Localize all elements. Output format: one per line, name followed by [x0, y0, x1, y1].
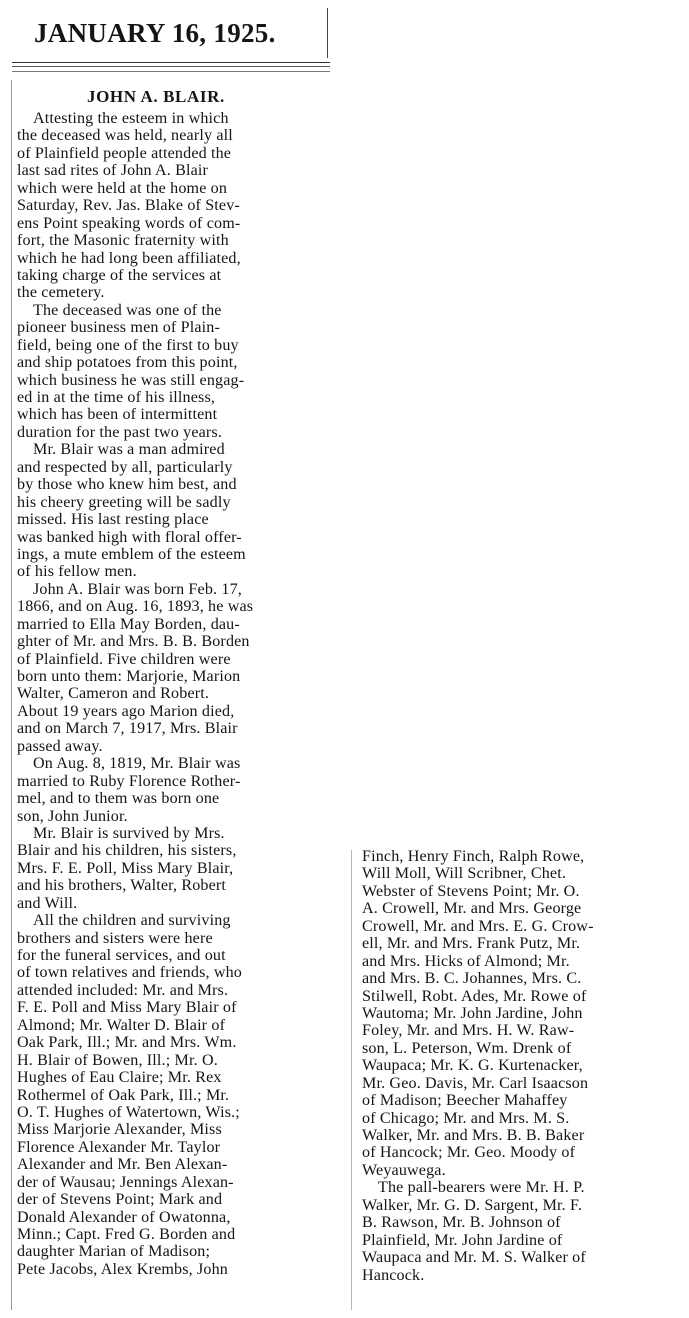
text-line: Hancock. — [362, 1266, 425, 1284]
text-line: A. Crowell, Mr. and Mrs. George — [362, 900, 582, 918]
text-line: Webster of Stevens Point; Mr. O. — [362, 882, 580, 900]
text-line: the cemetery. — [17, 284, 105, 302]
text-line: Walter, Cameron and Robert. — [17, 685, 210, 703]
text-line: The pall-bearers were Mr. H. P. — [378, 1179, 585, 1197]
text-line: ghter of Mr. and Mrs. B. B. Borden — [17, 633, 250, 651]
text-line: of Plainfield. Five children were — [17, 650, 231, 668]
text-line: About 19 years ago Marion died, — [17, 702, 235, 720]
text-line: Weyauwega. — [362, 1161, 446, 1179]
text-line: der of Wausau; Jennings Alexan- — [17, 1173, 234, 1191]
text-line: Saturday, Rev. Jas. Blake of Stev- — [17, 197, 240, 215]
text-line: Florence Alexander Mr. Taylor — [17, 1138, 221, 1156]
column-right-edge — [351, 850, 352, 1310]
text-line: Plainfield, Mr. John Jardine of — [362, 1231, 563, 1249]
text-line: which business he was still engag- — [17, 371, 245, 389]
masthead-rule-bottom — [12, 71, 330, 72]
text-line: der of Stevens Point; Mark and — [17, 1191, 223, 1209]
text-line: which has been of intermittent — [17, 406, 218, 424]
text-line: Finch, Henry Finch, Ralph Rowe, — [362, 848, 585, 865]
text-line: Mr. Blair was a man admired — [33, 441, 225, 459]
text-line: Mr. Blair is survived by Mrs. — [33, 824, 225, 842]
text-line: last sad rites of John A. Blair — [17, 162, 209, 180]
text-line: fort, the Masonic fraternity with — [17, 232, 229, 250]
column-left-edge — [11, 80, 12, 1310]
masthead-rule-top — [12, 62, 330, 63]
text-line: Donald Alexander of Owatonna, — [17, 1208, 231, 1226]
text-line: Almond; Mr. Walter D. Blair of — [17, 1016, 226, 1034]
text-line: by those who knew him best, and — [17, 476, 237, 494]
text-line: the deceased was held, nearly all — [17, 127, 233, 145]
text-line: Alexander and Mr. Ben Alexan- — [17, 1156, 228, 1174]
text-line: field, being one of the first to buy — [17, 336, 239, 354]
text-line: Foley, Mr. and Mrs. H. W. Raw- — [362, 1022, 575, 1040]
text-line: Oak Park, Ill.; Mr. and Mrs. Wm. — [17, 1034, 237, 1052]
text-line: Rothermel of Oak Park, Ill.; Mr. — [17, 1086, 230, 1104]
text-line: married to Ruby Florence Rother- — [17, 772, 241, 790]
text-line: mel, and to them was born one — [17, 790, 220, 808]
text-line: Minn.; Capt. Fred G. Borden and — [17, 1226, 236, 1243]
article-column-1 — [17, 110, 333, 1278]
text-line: Mrs. F. E. Poll, Miss Mary Blair, — [17, 859, 234, 877]
text-line: pioneer business men of Plain- — [17, 319, 220, 337]
text-line: F. E. Poll and Miss Mary Blair of — [17, 999, 237, 1017]
text-line: and respected by all, particularly — [17, 458, 233, 476]
text-line: The deceased was one of the — [33, 301, 222, 319]
text-line: taking charge of the services at — [17, 266, 222, 284]
text-line: son, John Junior. — [17, 807, 128, 825]
text-line: of town relatives and friends, who — [17, 964, 242, 982]
text-line: Miss Marjorie Alexander, Miss — [17, 1121, 222, 1139]
text-line: son, L. Peterson, Wm. Drenk of — [362, 1039, 572, 1057]
text-line: Waupaca; Mr. K. G. Kurtenacker, — [362, 1057, 583, 1075]
masthead-vertical-rule — [327, 8, 328, 58]
text-line: Hughes of Eau Claire; Mr. Rex — [17, 1069, 222, 1087]
text-line: Walker, Mr. and Mrs. B. B. Baker — [362, 1127, 585, 1144]
text-line: Will Moll, Will Scribner, Chet. — [362, 865, 567, 883]
text-line: Walker, Mr. G. D. Sargent, Mr. F. — [362, 1196, 583, 1214]
text-line: which he had long been affiliated, — [17, 249, 241, 267]
text-line: and ship potatoes from this point, — [17, 354, 238, 372]
text-line: Crowell, Mr. and Mrs. E. G. Crow- — [362, 917, 594, 935]
text-line: of Madison; Beecher Mahaffey — [362, 1092, 568, 1110]
text-line: ings, a mute emblem of the esteem — [17, 545, 246, 563]
text-line: On Aug. 8, 1819, Mr. Blair was — [33, 755, 241, 773]
text-line: and his brothers, Walter, Robert — [17, 877, 227, 895]
text-line: and Mrs. Hicks of Almond; Mr. — [362, 952, 570, 970]
text-line: and Will. — [17, 894, 78, 912]
text-line: his cheery greeting will be sadly — [17, 493, 231, 511]
text-line: brothers and sisters were here — [17, 929, 213, 947]
text-line: 1866, and on Aug. 16, 1893, he was — [17, 598, 254, 616]
article-column-2 — [362, 848, 686, 1284]
text-line: of his fellow men. — [17, 563, 137, 581]
text-line: Waupaca and Mr. M. S. Walker of — [362, 1249, 586, 1267]
issue-date: JANUARY 16, 1925. — [34, 18, 276, 48]
text-line: B. Rawson, Mr. B. Johnson of — [362, 1214, 561, 1232]
text-line: ed in at the time of his illness, — [17, 389, 216, 406]
text-line: O. T. Hughes of Watertown, Wis.; — [17, 1103, 240, 1121]
text-line: passed away. — [17, 737, 103, 755]
text-line: Stilwell, Robt. Ades, Mr. Rowe of — [362, 987, 587, 1005]
text-line: Blair and his children, his sisters, — [17, 842, 237, 860]
text-line: Mr. Geo. Davis, Mr. Carl Isaacson — [362, 1074, 589, 1092]
text-line: of Chicago; Mr. and Mrs. M. S. — [362, 1109, 570, 1127]
text-line: Wautoma; Mr. John Jardine, John — [362, 1004, 583, 1022]
text-line: of Hancock; Mr. Geo. Moody of — [362, 1144, 576, 1162]
text-line: duration for the past two years. — [17, 423, 223, 441]
text-line: ens Point speaking words of com- — [17, 214, 241, 232]
text-line: ell, Mr. and Mrs. Frank Putz, Mr. — [362, 935, 581, 953]
text-line: married to Ella May Borden, dau- — [17, 615, 240, 633]
text-line: which were held at the home on — [17, 179, 228, 197]
text-line: and Mrs. B. C. Johannes, Mrs. C. — [362, 970, 582, 988]
text-line: daughter Marian of Madison; — [17, 1243, 211, 1261]
text-line: attended included: Mr. and Mrs. — [17, 981, 229, 999]
text-line: H. Blair of Bowen, Ill.; Mr. O. — [17, 1051, 218, 1069]
text-line: was banked high with floral offer- — [17, 528, 242, 546]
article-title: JOHN A. BLAIR. — [87, 87, 225, 106]
masthead-rule-middle — [12, 66, 330, 67]
text-line: John A. Blair was born Feb. 17, — [33, 580, 242, 598]
text-line: Pete Jacobs, Alex Krembs, John — [17, 1260, 229, 1278]
text-line: of Plainfield people attended the — [17, 144, 232, 162]
text-line: missed. His last resting place — [17, 511, 209, 529]
text-line: Attesting the esteem in which — [33, 110, 229, 127]
text-line: and on March 7, 1917, Mrs. Blair — [17, 720, 238, 738]
text-line: for the funeral services, and out — [17, 947, 226, 964]
text-line: born unto them: Marjorie, Marion — [17, 668, 241, 685]
text-line: All the children and surviving — [33, 912, 231, 930]
